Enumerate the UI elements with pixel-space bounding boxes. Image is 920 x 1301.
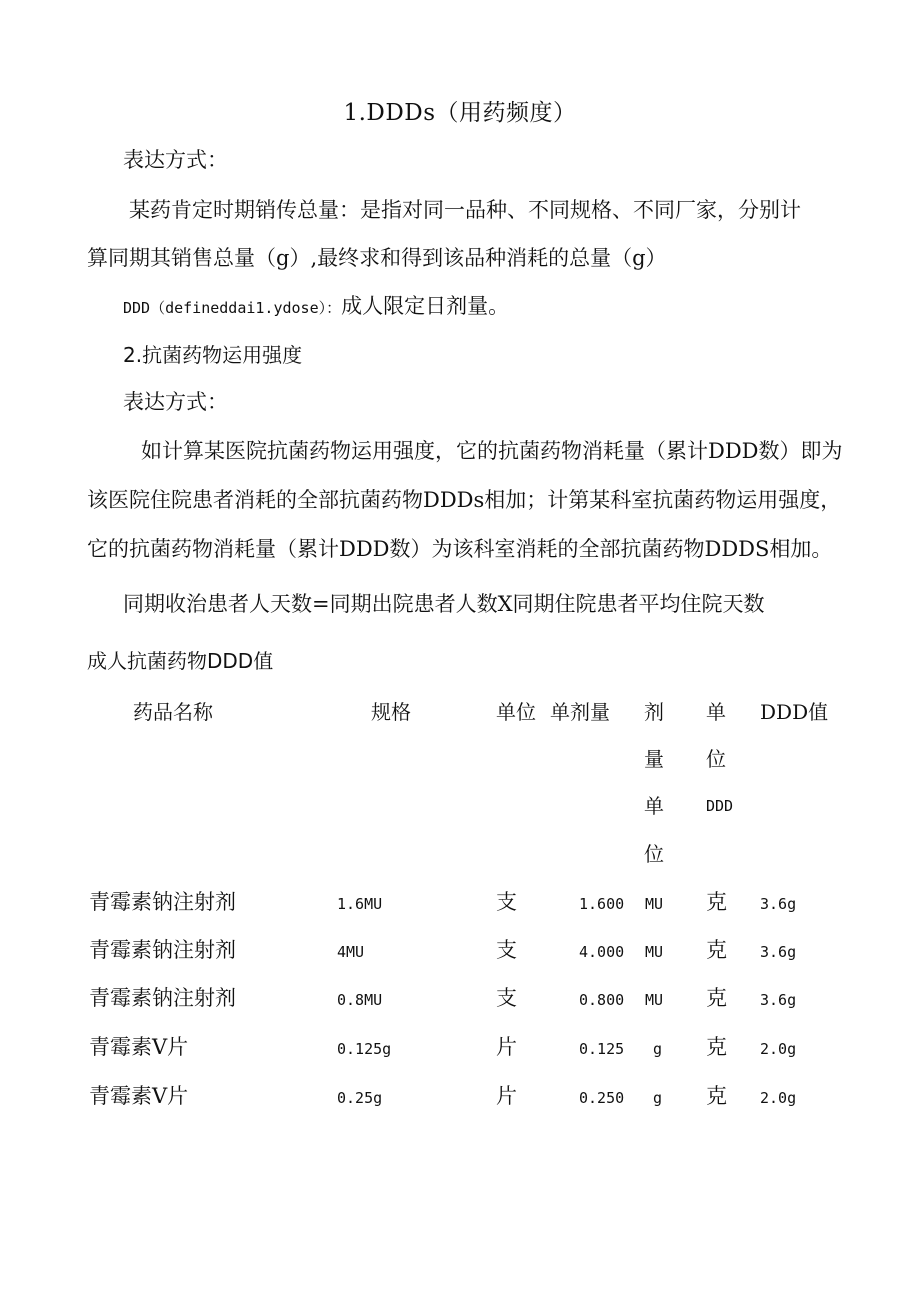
header-drug-name: 药品名称 bbox=[133, 700, 213, 724]
row-dose-unit: MU bbox=[645, 991, 664, 1009]
row-unit: 支 bbox=[496, 890, 517, 914]
header-ddd-unit-ddd: DDD bbox=[706, 797, 734, 815]
header-dose-unit-char-3: 单 bbox=[644, 794, 664, 818]
expression-label-1: 表达方式： bbox=[123, 148, 228, 172]
row-ddd-value: 2.0g bbox=[760, 1089, 797, 1107]
row-spec: 4MU bbox=[337, 943, 365, 961]
paragraph-2-line-1: 如计算某医院抗菌药物运用强度，它的抗菌药物消耗量（累计DDD数）即为 bbox=[141, 439, 843, 463]
row-ddd-value: 3.6g bbox=[760, 895, 797, 913]
row-drug-name: 青霉素钠注射剂 bbox=[89, 986, 236, 1010]
ddd-definition-text: 成人限定日剂量。 bbox=[341, 294, 510, 318]
row-spec: 0.25g bbox=[337, 1089, 383, 1107]
header-dose-unit-char-2: 量 bbox=[644, 747, 664, 771]
row-unit: 片 bbox=[496, 1035, 517, 1059]
row-single-dose: 0.800 bbox=[579, 991, 625, 1009]
formula-line: 同期收治患者人天数=同期出院患者人数X同期住院患者平均住院天数 bbox=[123, 592, 765, 616]
row-dose-unit: g bbox=[653, 1040, 663, 1058]
header-unit: 单位 bbox=[496, 700, 536, 724]
header-ddd-unit-char-2: 位 bbox=[706, 747, 726, 771]
row-single-dose: 4.000 bbox=[579, 943, 625, 961]
ddd-definition-term: DDD（defineddai1.ydose）： bbox=[123, 299, 342, 317]
header-dose-unit-char-1: 剂 bbox=[644, 700, 664, 724]
row-dose-unit: MU bbox=[645, 943, 664, 961]
row-ddd-unit: 克 bbox=[706, 1084, 727, 1108]
table-caption: 成人抗菌药物DDD值 bbox=[87, 649, 274, 673]
paragraph-2-line-3: 它的抗菌药物消耗量（累计DDD数）为该科室消耗的全部抗菌药物DDDS相加。 bbox=[87, 537, 833, 561]
row-unit: 支 bbox=[496, 986, 517, 1010]
row-drug-name: 青霉素钠注射剂 bbox=[89, 890, 236, 914]
header-single-dose: 单剂量 bbox=[550, 700, 610, 724]
paragraph-2-line-2: 该医院住院患者消耗的全部抗菌药物DDDs相加；计第某科室抗菌药物运用强度， bbox=[87, 488, 842, 512]
row-ddd-unit: 克 bbox=[706, 1035, 727, 1059]
row-spec: 0.125g bbox=[337, 1040, 392, 1058]
row-drug-name: 青霉素V片 bbox=[89, 1084, 189, 1108]
row-ddd-value: 3.6g bbox=[760, 943, 797, 961]
row-dose-unit: MU bbox=[645, 895, 664, 913]
row-single-dose: 1.600 bbox=[579, 895, 625, 913]
row-ddd-unit: 克 bbox=[706, 938, 727, 962]
row-drug-name: 青霉素钠注射剂 bbox=[89, 938, 236, 962]
row-ddd-value: 2.0g bbox=[760, 1040, 797, 1058]
header-ddd-unit-char-1: 单 bbox=[706, 700, 726, 724]
row-unit: 片 bbox=[496, 1084, 517, 1108]
section-heading-2: 2.抗菌药物运用强度 bbox=[123, 343, 303, 367]
header-spec: 规格 bbox=[371, 700, 411, 724]
row-single-dose: 0.250 bbox=[579, 1089, 625, 1107]
row-drug-name: 青霉素V片 bbox=[89, 1035, 189, 1059]
row-ddd-value: 3.6g bbox=[760, 991, 797, 1009]
row-ddd-unit: 克 bbox=[706, 986, 727, 1010]
header-ddd-value-text: DDD值 bbox=[760, 700, 829, 724]
header-ddd-value bbox=[760, 700, 828, 724]
header-dose-unit-char-4: 位 bbox=[644, 842, 664, 866]
row-spec: 0.8MU bbox=[337, 991, 383, 1009]
ddd-definition bbox=[123, 294, 509, 320]
row-unit: 支 bbox=[496, 938, 517, 962]
row-dose-unit: g bbox=[653, 1089, 663, 1107]
paragraph-1-line-2: 算同期其销售总量（g）,最终求和得到该品种消耗的总量（g） bbox=[87, 246, 667, 270]
paragraph-1-line-1: 某药肯定时期销传总量：是指对同一品种、不同规格、不同厂家，分别计 bbox=[129, 198, 801, 222]
row-single-dose: 0.125 bbox=[579, 1040, 625, 1058]
expression-label-2: 表达方式： bbox=[123, 390, 228, 414]
row-spec: 1.6MU bbox=[337, 895, 383, 913]
page-title: 1.DDDs（用药频度） bbox=[343, 100, 577, 126]
row-ddd-unit: 克 bbox=[706, 890, 727, 914]
